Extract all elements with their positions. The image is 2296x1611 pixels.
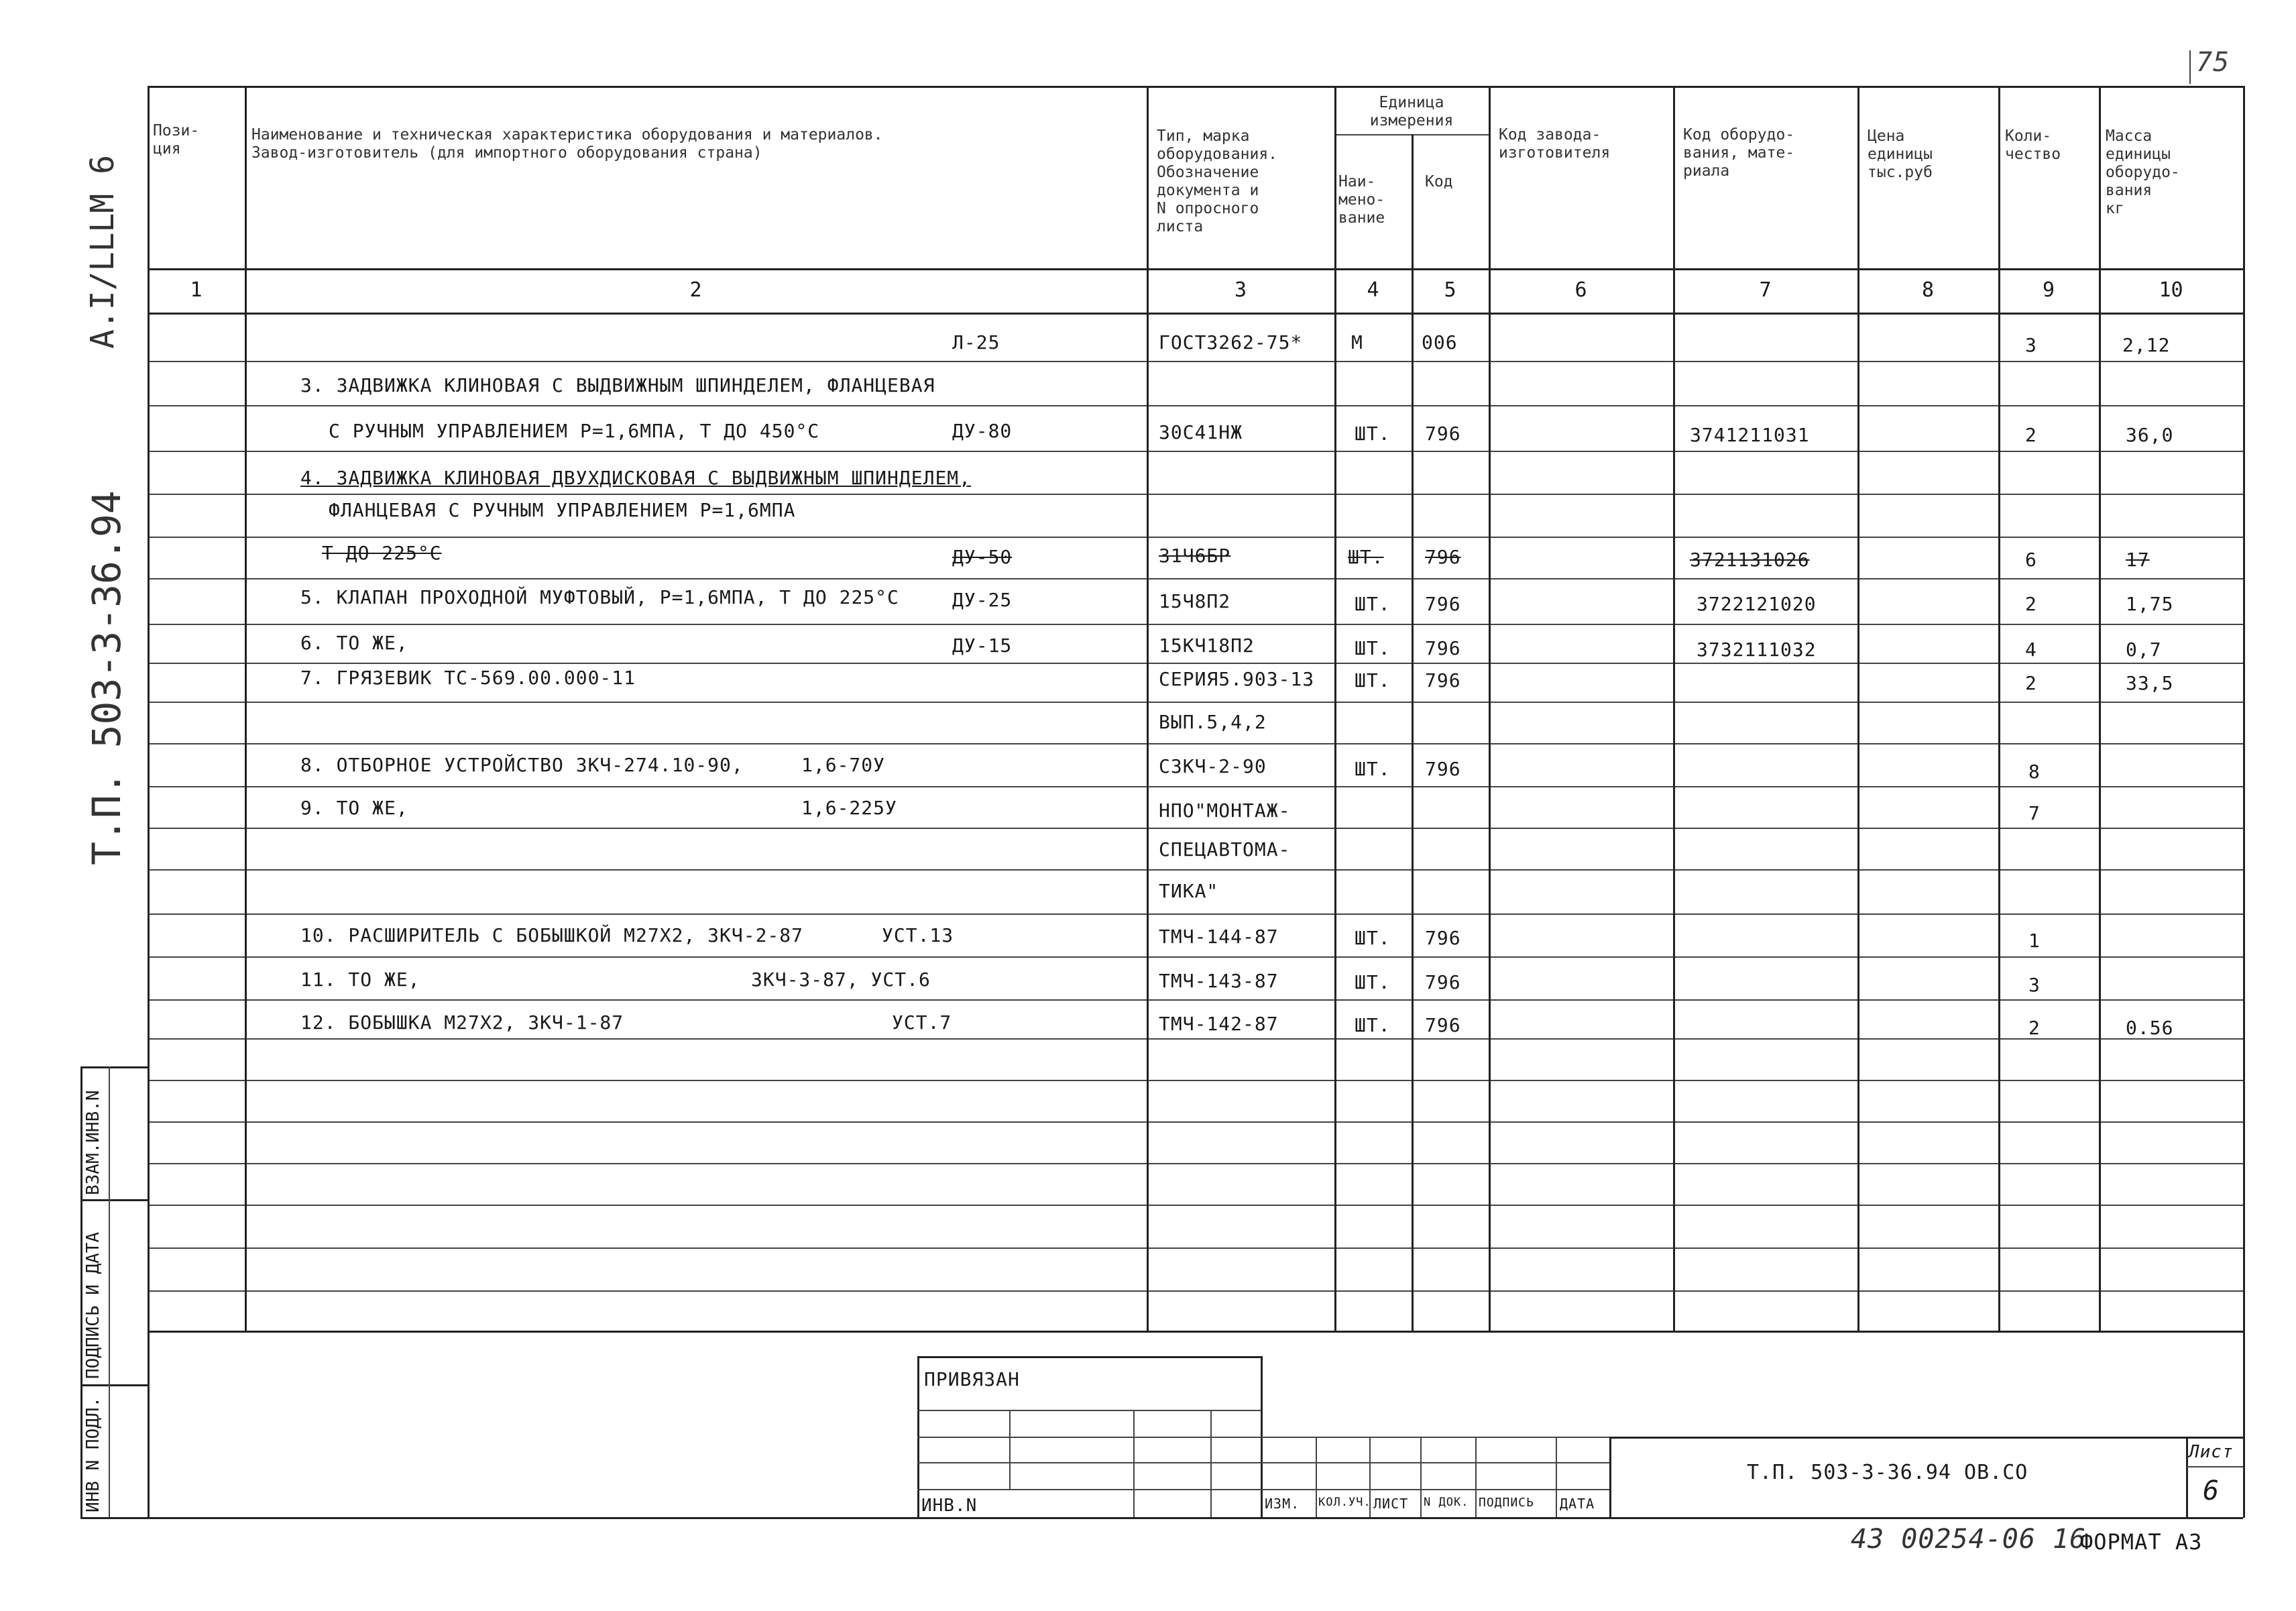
header-equipment-code: Код оборудо- вания, мате- риала bbox=[1683, 126, 1795, 180]
stamp-signature-date: ПОДПИСЬ И ДАТА bbox=[83, 1231, 103, 1379]
rev-col-signature: ПОДПИСЬ bbox=[1479, 1496, 1534, 1510]
rev-col-count: КОЛ.УЧ. bbox=[1318, 1496, 1371, 1509]
handwritten-archive-number: 43 00254-06 16 bbox=[1851, 1524, 2087, 1555]
header-unit-name: Наи- мено- вание bbox=[1338, 173, 1385, 227]
rev-col-sheet: ЛИСТ bbox=[1373, 1496, 1409, 1512]
header-name: Наименование и техническая характеристика оборудования и материалов. Завод-изготовитель (для импортного оборудования страна) bbox=[251, 126, 883, 162]
header-mass: Масса единицы оборудо- вания кг bbox=[2106, 127, 2180, 217]
sheet-number: 6 bbox=[2203, 1476, 2220, 1506]
stamp-inv-original: ИНВ N ПОДЛ. bbox=[83, 1396, 103, 1512]
side-album-label: A.I/LLLM 6 bbox=[84, 155, 121, 349]
header-position: Пози- ция bbox=[153, 122, 200, 158]
format-label: ФОРМАТ А3 bbox=[2080, 1529, 2203, 1555]
document-designation: Т.П. 503-3-36.94 ОВ.СО bbox=[1747, 1461, 2028, 1484]
header-quantity: Коли- чество bbox=[2005, 127, 2061, 163]
header-type: Тип, марка оборудования. Обозначение документа и N опросного листа bbox=[1157, 127, 1278, 235]
stamp-inv-label: ИНВ.N bbox=[921, 1496, 978, 1516]
corner-sheet-mark: 75 bbox=[2196, 47, 2230, 78]
rev-col-doc: N ДОК. bbox=[1424, 1496, 1469, 1509]
header-unit-group: Единица измерения bbox=[1369, 94, 1454, 129]
header-unit-code: Код bbox=[1425, 173, 1453, 190]
header-manufacturer-code: Код завода- изготовителя bbox=[1499, 126, 1611, 162]
header-price: Цена единицы тыс.руб bbox=[1868, 127, 1933, 181]
side-project-label: Т.П. 503-3-36.94 bbox=[84, 490, 129, 865]
rev-col-date: ДАТА bbox=[1560, 1496, 1595, 1512]
rev-col-change: ИЗМ. bbox=[1265, 1496, 1300, 1512]
stamp-privyazan: ПРИВЯЗАН bbox=[924, 1368, 1020, 1390]
sheet-label: Лист bbox=[2189, 1442, 2234, 1462]
stamp-replaced-inv: ВЗАМ.ИНВ.N bbox=[83, 1090, 103, 1195]
